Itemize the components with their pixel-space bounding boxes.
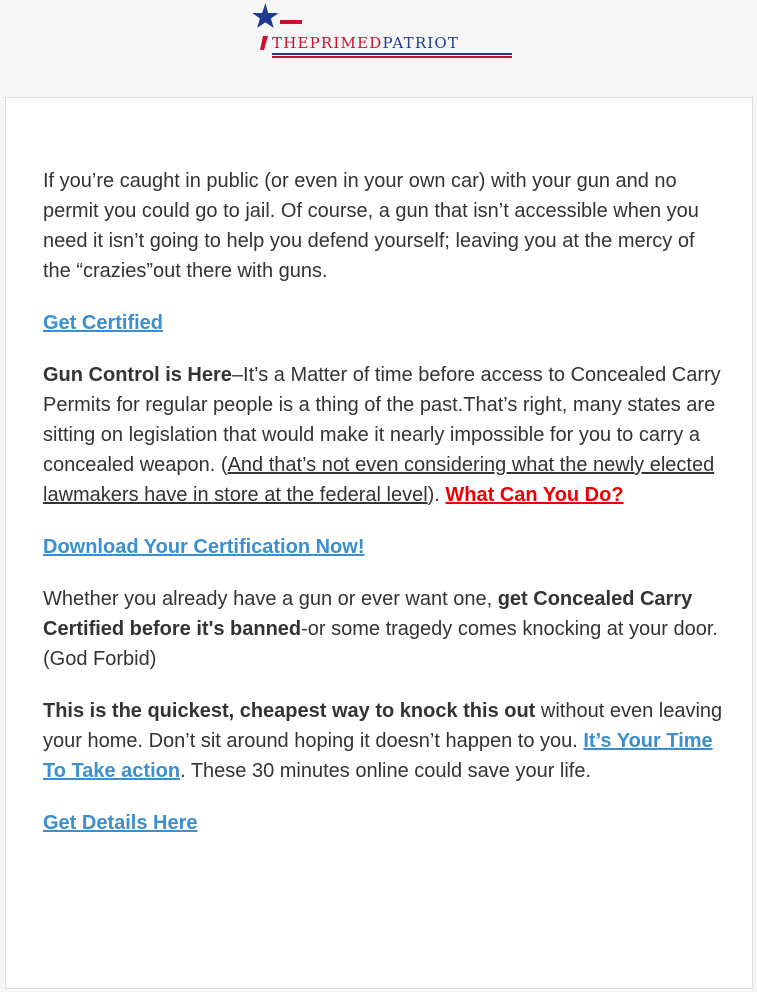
brand-logo[interactable] [250,2,515,58]
lawmakers-underlined-text: And that’s not even considering what the newly elected lawmakers have in store at the federal level [43,454,715,506]
gun-control-text: –It’s a Matter of time before access to Concealed Carry Permits for regular people is a thing of the past.That’s right, many states are sitting on legislation that would make it nearly impossible for you to carry a concealed weapon. ( [43,364,721,476]
paragraph-link-download [43,532,723,562]
brand-wordmark-part2: PATRIOT [382,34,460,52]
email-header [0,0,757,97]
email-content [43,166,723,860]
paragraph-whether [43,584,723,674]
brand-wordmark [272,34,459,52]
logo-underline-blue [272,53,512,55]
get-details-link[interactable]: Get Details Here [43,812,198,834]
paragraph-gun-control [43,360,723,510]
what-can-you-do-link[interactable]: What Can You Do? [445,484,624,506]
whether-text-2: -or some tragedy comes knocking at your door. (God Forbid) [43,618,718,670]
brand-wordmark-part1: THEPRIMED [272,34,383,52]
quickest-bold: This is the quickest, cheapest way to knock this out [43,700,536,722]
your-time-link[interactable]: It’s Your Time To Take action [43,730,713,782]
logo-underline-red [272,56,512,58]
download-certification-link[interactable]: Download Your Certification Now! [43,536,365,558]
email-body-card [5,97,753,989]
whether-bold: get Concealed Carry Certified before it's banned [43,588,693,640]
gun-control-closing: ). [427,484,446,506]
paragraph-link-details [43,808,723,838]
whether-text-1: Whether you already have a gun or ever want one, [43,588,498,610]
intro-text: If you’re caught in public (or even in your own car) with your gun and no permit you could go to jail. Of course, a gun that isn’t accessible when you need it isn’t going to help you defend yourself; leaving you at the mercy of the “crazies”out there with guns. [43,170,699,282]
paragraph-quickest [43,696,723,786]
quickest-text-1: without even leaving your home. Don’t sit around hoping it doesn’t happen to you. [43,700,723,752]
quickest-text-2: . These 30 minutes online could save your life. [180,760,592,782]
get-certified-link[interactable]: Get Certified [43,312,164,334]
gun-control-heading: Gun Control is Here [43,364,232,386]
paragraph-intro [43,166,723,286]
paragraph-link-certified [43,308,723,338]
